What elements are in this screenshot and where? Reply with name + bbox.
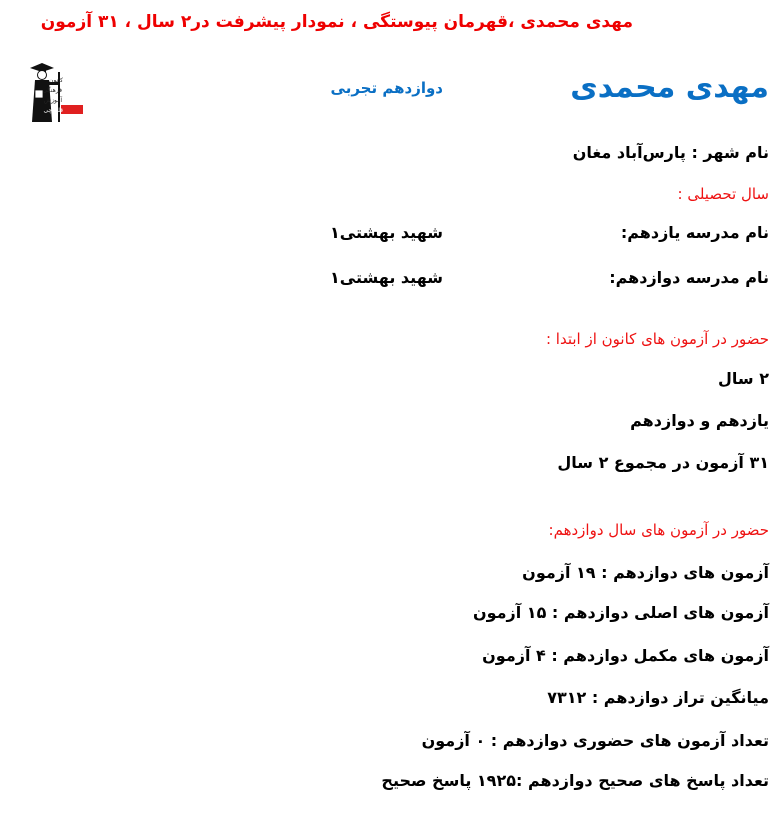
grade12-stat-line: آزمون های اصلی دوازدهم : ۱۵ آزمون	[472, 603, 769, 622]
grade12-stat-line: تعداد آزمون های حضوری دوازدهم : ۰ آزمون	[421, 731, 769, 750]
attendance-grade12-heading: حضور در آزمون های سال دوازدهم:	[548, 521, 769, 539]
grade-label: دوازدهم تجربی	[330, 79, 443, 97]
school-11-value: شهید بهشتی۱	[330, 223, 443, 242]
attendance-total-line: یازدهم و دوازدهم	[630, 411, 769, 430]
grade12-stat-line: آزمون های دوازدهم : ۱۹ آزمون	[522, 563, 769, 582]
city-line: نام شهر : پارس‌آباد مغان	[572, 143, 769, 162]
grade12-stat-line: میانگین تراز دوازدهم : ۷۳۱۲	[547, 688, 769, 707]
academic-year-heading: سال تحصیلی :	[677, 185, 769, 203]
school-12-value: شهید بهشتی۱	[330, 268, 443, 287]
attendance-total-line: ۳۱ آزمون در مجموع ۲ سال	[557, 453, 769, 472]
school-11-label: نام مدرسه یازدهم:	[620, 223, 769, 242]
svg-text:آموزش: آموزش	[43, 97, 62, 104]
svg-text:فرهنگی: فرهنگی	[42, 87, 62, 94]
attendance-total-line: ۲ سال	[718, 369, 769, 388]
student-name: مهدی محمدی	[570, 70, 769, 105]
svg-text:قلم چی: قلم چی	[43, 107, 63, 114]
grade12-stat-line: آزمون های مکمل دوازدهم : ۴ آزمون	[482, 646, 769, 665]
grade12-stat-line: تعداد پاسخ های صحیح دوازدهم :۱۹۲۵ پاسخ صحیح	[381, 771, 769, 790]
page-title: مهدی محمدی ،قهرمان پیوستگی ، نمودار پیشرفت در۲ سال ، ۳۱ آزمون	[40, 12, 633, 32]
svg-text:کانون: کانون	[49, 77, 63, 84]
attendance-total-heading: حضور در آزمون های کانون از ابتدا :	[545, 330, 769, 348]
school-12-label: نام مدرسه دوازدهم:	[609, 268, 769, 287]
kanoon-logo-icon	[26, 60, 86, 124]
